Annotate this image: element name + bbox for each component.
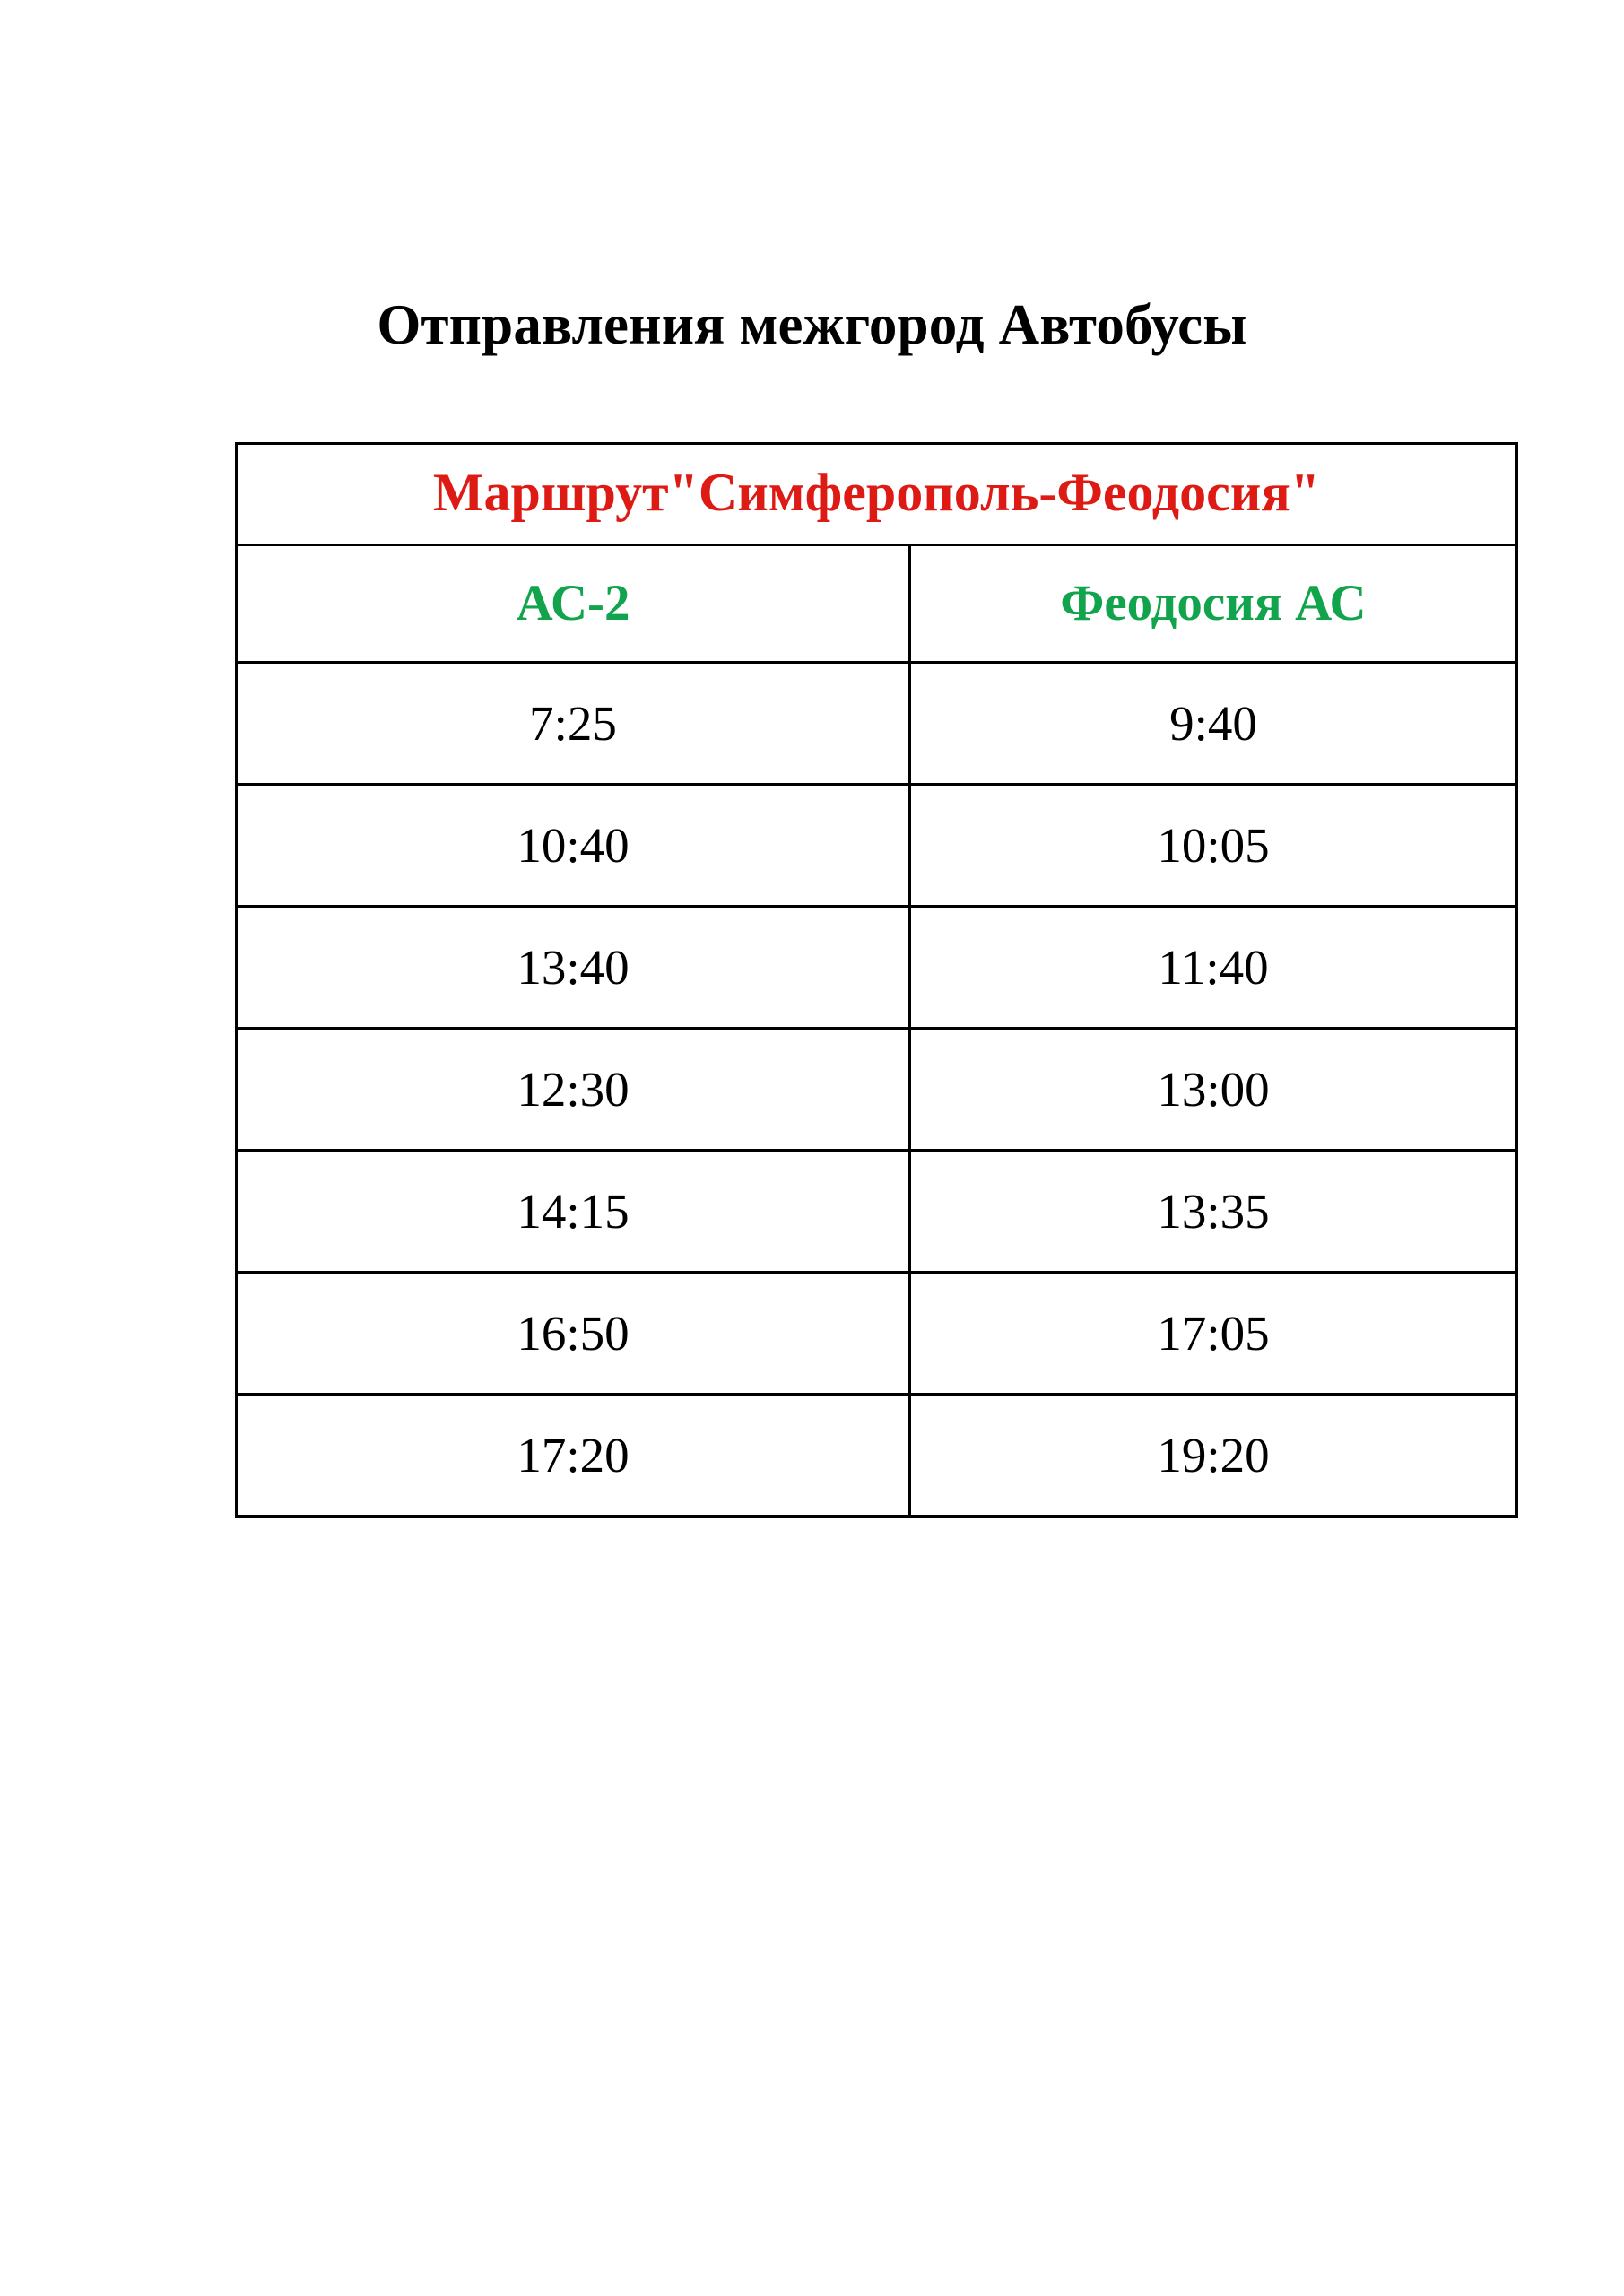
route-banner-row — [237, 444, 1517, 545]
column-header-label-arrival: Феодосия АС — [1060, 575, 1367, 631]
departure-time: 14:15 — [517, 1183, 630, 1239]
table-row — [237, 785, 1517, 907]
column-header-row — [237, 545, 1517, 663]
arrival-time: 13:35 — [1157, 1183, 1270, 1239]
column-header-label-departure: АС-2 — [516, 575, 630, 631]
column-header-cell-departure — [237, 545, 910, 663]
bus-schedule-table — [235, 442, 1518, 1518]
departure-time: 16:50 — [517, 1305, 630, 1361]
departure-time-cell — [237, 1395, 910, 1517]
column-header-cell-arrival — [910, 545, 1517, 663]
departure-time-cell — [237, 663, 910, 785]
table-row — [237, 1273, 1517, 1395]
route-banner-cell — [237, 444, 1517, 545]
departure-time: 12:30 — [517, 1061, 630, 1117]
departure-time-cell — [237, 1273, 910, 1395]
arrival-time: 13:00 — [1157, 1061, 1270, 1117]
departure-time: 10:40 — [517, 817, 630, 873]
departure-time: 17:20 — [517, 1427, 630, 1483]
departure-time: 13:40 — [517, 939, 630, 995]
table-row — [237, 1151, 1517, 1273]
arrival-time: 19:20 — [1157, 1427, 1270, 1483]
table-row — [237, 663, 1517, 785]
departure-time-cell — [237, 785, 910, 907]
table-row — [237, 907, 1517, 1029]
schedule-table-container — [235, 442, 1515, 1518]
arrival-time: 9:40 — [1169, 695, 1257, 751]
arrival-time: 11:40 — [1158, 939, 1269, 995]
arrival-time-cell — [910, 1273, 1517, 1395]
page-title: Отправления межгород Автобусы — [377, 293, 1247, 357]
arrival-time-cell — [910, 785, 1517, 907]
arrival-time-cell — [910, 1151, 1517, 1273]
departure-time-cell — [237, 1029, 910, 1151]
arrival-time-cell — [910, 907, 1517, 1029]
departure-time-cell — [237, 1151, 910, 1273]
table-row — [237, 1029, 1517, 1151]
arrival-time-cell — [910, 663, 1517, 785]
departure-time-cell — [237, 907, 910, 1029]
departure-time: 7:25 — [529, 695, 617, 751]
arrival-time-cell — [910, 1029, 1517, 1151]
route-title: Маршрут"Симферополь-Феодосия" — [432, 463, 1321, 522]
arrival-time: 10:05 — [1157, 817, 1270, 873]
arrival-time-cell — [910, 1395, 1517, 1517]
arrival-time: 17:05 — [1157, 1305, 1270, 1361]
table-row — [237, 1395, 1517, 1517]
